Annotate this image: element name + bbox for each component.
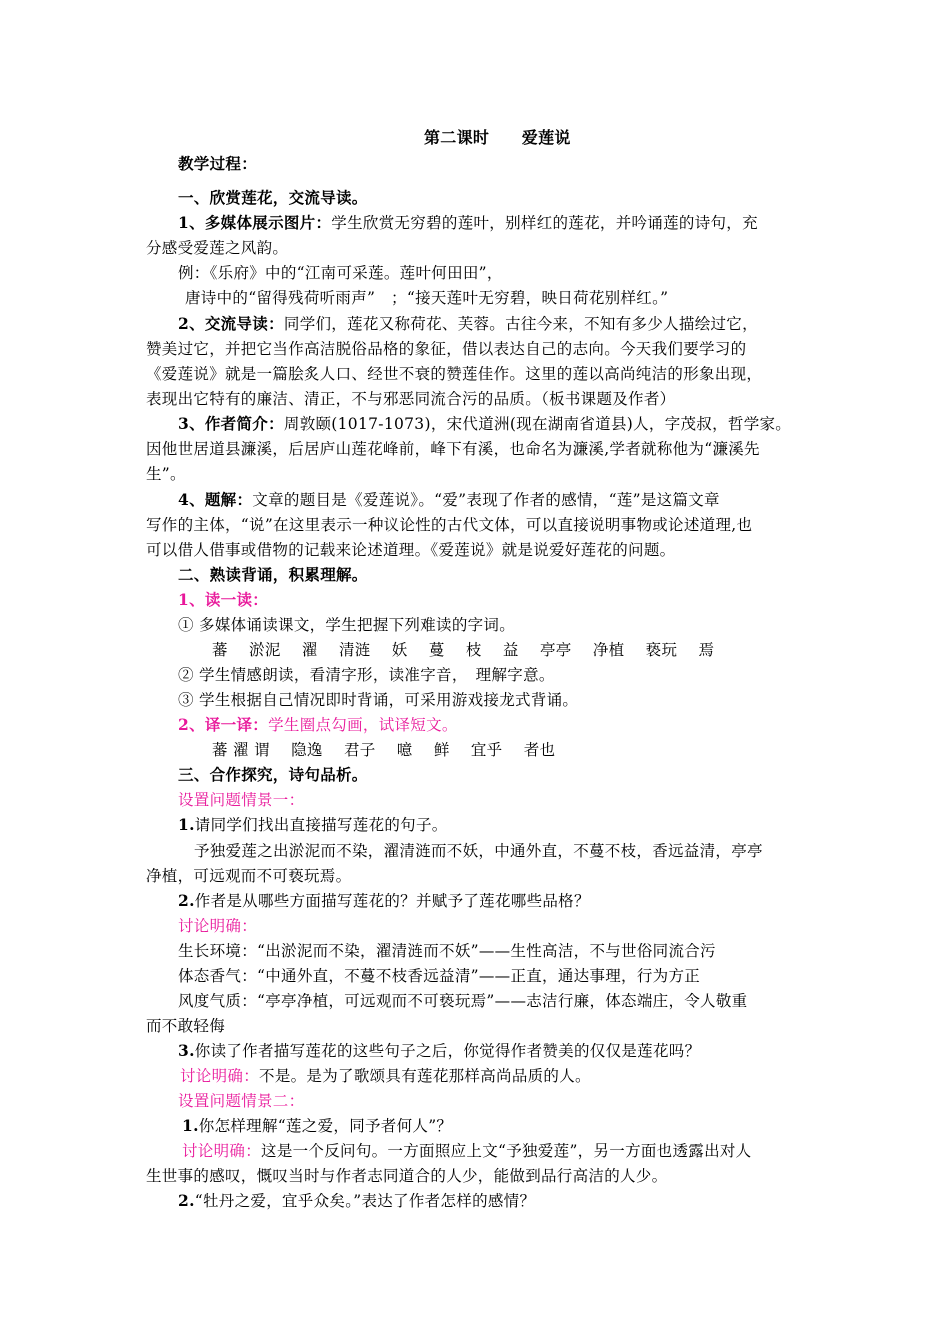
s1-p1-line1: 学生欣赏无穷碧的莲叶，别样红的莲花，并吟诵莲的诗句，充 xyxy=(331,214,758,232)
question-3-number: 3. xyxy=(178,1041,195,1060)
lesson-title: 第二课时 爱莲说 xyxy=(424,128,571,147)
s1-paragraph-3 xyxy=(178,413,791,435)
answer-4-line2: 生世事的感叹，慨叹当时与作者志同道合的人少，能做到品行高洁的人少。 xyxy=(146,1167,668,1185)
s1-paragraph-4 xyxy=(178,489,720,511)
s1-paragraph-1 xyxy=(178,212,758,234)
discussion-2 xyxy=(180,1065,591,1087)
answer-4-line1: 这是一个反问句。一方面照应上文“予独爱莲”，另一方面也透露出对人 xyxy=(261,1142,752,1160)
translate-words xyxy=(212,739,571,761)
question-2 xyxy=(178,890,590,912)
translate-label: 2、译一译： xyxy=(178,715,269,734)
answer-1-line2: 净植，可远观而不可亵玩焉。 xyxy=(146,867,352,885)
section-3-title: 三、合作探究，诗句品析。 xyxy=(178,765,368,784)
s1-example-2: 唐诗中的“留得残荷听雨声” ；“接天莲叶无穷碧，映日荷花别样红。” xyxy=(185,289,669,307)
translate-row xyxy=(178,714,458,736)
word: 益 xyxy=(502,641,519,659)
discussion-label-2: 讨论明确： xyxy=(180,1067,260,1085)
word: 隐逸 xyxy=(291,741,323,759)
question-2-text: 作者是从哪些方面描写莲花的？并赋予了莲花哪些品格？ xyxy=(194,892,590,910)
s1-p3-line3: 生”。 xyxy=(146,465,186,483)
s1-p4-line2: 写作的主体，“说”在这里表示一种议论性的古代文体，可以直接说明事物或论述道理,也 xyxy=(146,516,753,534)
word: 君子 xyxy=(343,741,376,759)
s1-p4-line3: 可以借人借事或借物的记载来论述道理。《爱莲说》就是说爱好莲花的问题。 xyxy=(146,541,676,559)
answer-3: 不是。是为了歌颂具有莲花那样高尚品质的人。 xyxy=(259,1067,591,1085)
word: 蕃 濯 谓 xyxy=(212,741,270,759)
section-1-title: 一、欣赏莲花，交流导读。 xyxy=(178,188,368,207)
question-4 xyxy=(182,1115,452,1137)
s1-p2-line1: 同学们，莲花又称荷花、芙蓉。古往今来，不知有多少人描绘过它， xyxy=(283,315,758,333)
read-step-3: ③ 学生根据自己情况即时背诵，可采用游戏接龙式背诵。 xyxy=(178,691,579,709)
s1-p4-label: 4、题解： xyxy=(178,490,253,509)
word: 噫 xyxy=(396,741,413,759)
discussion-1-growth: 生长环境：“出淤泥而不染，濯清涟而不妖”——生性高洁，不与世俗同流合污 xyxy=(178,942,716,960)
s1-p3-label: 3、作者简介： xyxy=(178,414,284,433)
question-4-text: 你怎样理解“莲之爱，同予者何人”？ xyxy=(198,1117,453,1135)
read-step-2: ② 学生情感朗读，看清字形，读准字音， 理解字意。 xyxy=(178,666,555,684)
discussion-label-1: 讨论明确： xyxy=(178,917,258,935)
s1-p2-line2: 赞美过它，并把它当作高洁脱俗品格的象征，借以表达自己的志向。今天我们要学习的 xyxy=(146,340,747,358)
s1-example-1: 例：《乐府》中的“江南可采莲。莲叶何田田”， xyxy=(178,264,503,282)
s1-p2-label: 2、交流导读： xyxy=(178,314,284,333)
word: 鲜 xyxy=(433,741,450,759)
translate-text: 学生圈点勾画，试译短文。 xyxy=(268,716,458,734)
word: 者也 xyxy=(523,741,556,759)
question-2-number: 2. xyxy=(178,891,195,910)
word: 濯 xyxy=(301,641,318,659)
s1-p3-line1: 周敦颐(1017-1073)，宋代道洲(现在湖南省道县)人，字茂叔，哲学家。 xyxy=(283,415,792,433)
question-5 xyxy=(178,1190,535,1212)
word: 净植 xyxy=(592,641,625,659)
section-2-title: 二、熟读背诵，积累理解。 xyxy=(178,565,368,584)
difficult-words xyxy=(212,639,730,661)
word: 宜乎 xyxy=(470,741,503,759)
discussion-1-temperament-line2: 而不敢轻侮 xyxy=(146,1017,226,1035)
s1-p3-line2: 因他世居道县濂溪，后居庐山莲花峰前，峰下有溪，也命名为濂溪,学者就称他为“濂溪先 xyxy=(146,440,760,458)
word: 淤泥 xyxy=(249,641,281,659)
discussion-1-posture: 体态香气：“中通外直，不蔓不枝香远益清”——正直，通达事理，行为方正 xyxy=(178,967,701,985)
s1-p4-line1: 文章的题目是《爱莲说》。“爱”表现了作者的感情，“莲”是这篇文章 xyxy=(252,491,720,509)
word: 枝 xyxy=(465,641,482,659)
scene-1-label: 设置问题情景一： xyxy=(178,791,305,809)
s1-paragraph-2 xyxy=(178,313,758,335)
word: 蔓 xyxy=(428,641,445,659)
discussion-3 xyxy=(182,1140,751,1162)
answer-1-line1: 予独爱莲之出淤泥而不染，濯清涟而不妖，中通外直，不蔓不枝，香远益清，亭亭 xyxy=(194,842,763,860)
word: 妖 xyxy=(391,641,408,659)
read-step-1: ① 多媒体诵读课文，学生把握下列难读的字词。 xyxy=(178,616,516,634)
question-5-text: “牡丹之爱，宜乎众矣。”表达了作者怎样的感情？ xyxy=(194,1192,536,1210)
question-4-number: 1. xyxy=(182,1116,199,1135)
question-1-number: 1. xyxy=(178,815,195,834)
word: 亵玩 xyxy=(645,641,678,659)
discussion-1-temperament: 风度气质：“亭亭净植，可远观而不可亵玩焉”——志洁行廉，体态端庄，令人敬重 xyxy=(178,992,748,1010)
word: 焉 xyxy=(698,641,715,659)
question-3 xyxy=(178,1040,700,1062)
s1-p1-line2: 分感受爱莲之风韵。 xyxy=(146,239,289,257)
s1-p2-line4: 表现出它特有的廉洁、清正，不与邪恶同流合污的品质。（板书课题及作者） xyxy=(146,390,676,408)
process-heading: 教学过程： xyxy=(178,154,258,173)
read-label: 1、读一读： xyxy=(178,590,269,609)
word: 亭亭 xyxy=(539,641,572,659)
s1-p2-line3: 《爱莲说》就是一篇脍炙人口、经世不衰的赞莲佳作。这里的莲以高尚纯洁的形象出现， xyxy=(146,365,763,383)
question-3-text: 你读了作者描写莲花的这些句子之后，你觉得作者赞美的仅仅是莲花吗？ xyxy=(194,1042,701,1060)
question-5-number: 2. xyxy=(178,1191,195,1210)
s1-p1-label: 1、多媒体展示图片： xyxy=(178,213,332,232)
scene-2-label: 设置问题情景二： xyxy=(178,1092,305,1110)
discussion-label-3: 讨论明确： xyxy=(182,1142,262,1160)
question-1 xyxy=(178,814,448,836)
word: 蕃 xyxy=(212,641,228,659)
question-1-text: 请同学们找出直接描写莲花的句子。 xyxy=(194,816,448,834)
word: 清涟 xyxy=(338,641,371,659)
